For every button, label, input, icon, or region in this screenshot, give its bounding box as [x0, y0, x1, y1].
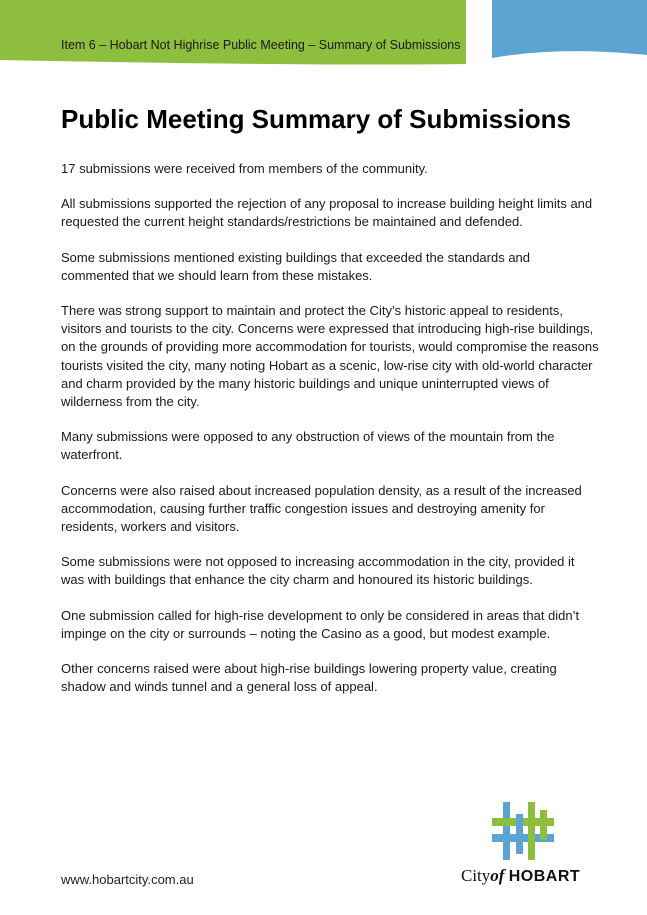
paragraph: Some submissions were not opposed to increasing accommodation in the city, provided it was with buildings that enhance the city charm and honoured its historic buildings. [61, 554, 575, 588]
page-title: Public Meeting Summary of Submissions [61, 104, 571, 134]
logo-city: City [461, 866, 491, 885]
logo-hobart: HOBART [508, 868, 581, 885]
paragraph: Concerns were also raised about increased population density, as a result of the increased accommodation, causing further traffic congestion issues and destroying amenity for residents, workers and visitors. [61, 482, 582, 535]
logo-of: of [490, 866, 505, 885]
footer-website: www.hobartcity.com.au [61, 872, 194, 887]
agenda-item-header: Item 6 – Hobart Not Highrise Public Meeting – Summary of Submissions [61, 38, 461, 52]
header-green-band [0, 0, 466, 65]
paragraph: Some submissions mentioned existing buildings that exceeded the standards and commented that we should learn from these mistakes. [61, 249, 531, 283]
paragraph: Many submissions were opposed to any obstruction of views of the mountain from the waterfront. [61, 429, 555, 463]
paragraph: All submissions supported the rejection of any proposal to increase building height limits and requested the current height standards/restrictions be maintained and defended. [61, 196, 593, 230]
paragraph: One submission called for high-rise development to only be considered in areas that didn’t impinge on the city or surrounds – noting the Casino as a good, but modest example. [61, 607, 580, 641]
document-body [61, 160, 601, 713]
paragraph: Other concerns raised were about high-rise buildings lowering property value, creating shadow and winds tunnel and a general loss of appeal. [61, 661, 557, 695]
paragraph: There was strong support to maintain and protect the City’s historic appeal to residents, visitors and tourists to the city. Concerns were expressed that introducing high-rise buildings, on the grounds of providing more accommodation for tourists, would compromise the reasons tourists visited the city, many noting Hobart as a scenic, low-rise city with old-world character and charm provided by the many historic buildings and unique uninterrupted views of wilderness from the city. [61, 303, 599, 410]
city-of-hobart-logo-text [461, 866, 580, 886]
city-of-hobart-logo-icon [492, 802, 554, 860]
header-blue-band [492, 0, 647, 58]
paragraph: 17 submissions were received from members of the community. [61, 161, 428, 176]
